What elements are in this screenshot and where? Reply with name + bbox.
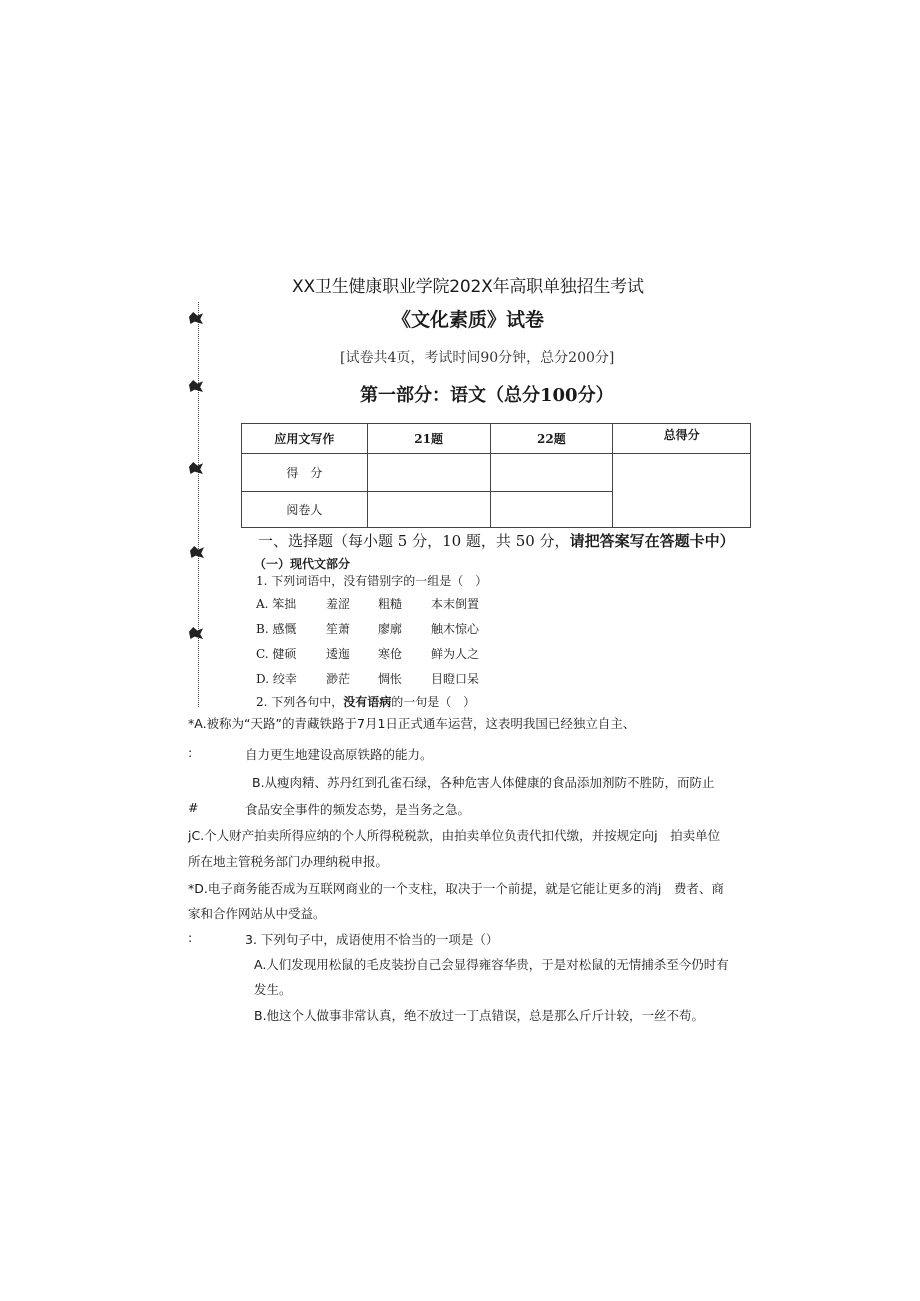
question-3-option-a-cont: 发生。 xyxy=(254,982,292,997)
option-word: 笙萧 xyxy=(326,622,351,636)
score-table xyxy=(241,423,751,528)
question-2-option-c-cont: 所在地主管税务部门办理纳税申报。 xyxy=(188,854,389,869)
option-word: 目瞪口呆 xyxy=(431,672,480,686)
score-header-writing: 应用文写作 xyxy=(242,424,368,454)
option-word: C. 健硕 xyxy=(256,647,297,661)
score-cell[interactable] xyxy=(490,454,613,492)
option-word: 触木惊心 xyxy=(431,622,480,636)
option-word: 渺茫 xyxy=(326,672,351,686)
binding-mark xyxy=(189,627,203,639)
subsection-heading: （一）现代文部分 xyxy=(254,557,351,571)
exam-info: [试卷共4页，考试时间90分钟，总分200分] xyxy=(340,350,615,366)
stem-text: 2. 下列各句中， xyxy=(256,695,344,709)
grader-row-label: 阅卷人 xyxy=(242,492,368,528)
question-2-option-b-cont: 食品安全事件的频发态势，是当务之急。 xyxy=(245,802,471,817)
option-word: 羞涩 xyxy=(326,597,351,611)
total-score-cell[interactable] xyxy=(613,454,751,528)
question-1-stem: 1. 下列词语中，没有错别字的一组是（ ） xyxy=(256,574,488,588)
score-header-q21: 21题 xyxy=(367,424,490,454)
question-2-option-d: *D.电子商务能否成为互联网商业的一个支柱，取决于一个前提，就是它能让更多的消j 费者、商 xyxy=(188,881,724,896)
binding-mark xyxy=(189,462,203,474)
question-2-option-b: B.从瘦肉精、苏丹红到孔雀石绿，各种危害人体健康的食品添加剂防不胜防，而防止 xyxy=(252,775,715,790)
binding-mark xyxy=(189,380,203,392)
question-2-option-a: *A.被称为“天路”的青藏铁路于7月1日正式通车运营，这表明我国已经独立自主、 xyxy=(188,716,636,731)
part-heading: 第一部分：语文（总分100分） xyxy=(360,385,614,406)
binding-dotted-line xyxy=(198,302,199,707)
option-word: 逶迤 xyxy=(326,647,351,661)
question-3-option-b: B.他这个人做事非常认真，绝不放过一丁点错误，总是那么斤斤计较，一丝不苟。 xyxy=(254,1008,705,1023)
question-2-option-a-cont: 自力更生地建设高原铁路的能力。 xyxy=(245,747,433,762)
question-2-option-c: jC.个人财产拍卖所得应纳的个人所得税税款，由拍卖单位负责代扣代缴，并按规定向j 拍卖单位 xyxy=(188,828,721,843)
option-word: 惆怅 xyxy=(378,672,403,686)
score-row-label: 得 分 xyxy=(242,454,368,492)
margin-mark: : xyxy=(188,930,193,945)
option-word: 本末倒置 xyxy=(431,597,480,611)
section-heading-instruction: 请把答案写在答题卡中） xyxy=(569,532,735,550)
score-header-q22: 22题 xyxy=(490,424,613,454)
margin-mark: # xyxy=(188,800,199,815)
option-word: 鲜为人之 xyxy=(431,647,480,661)
paper-subtitle: 《文化素质》试卷 xyxy=(392,309,545,331)
grader-cell[interactable] xyxy=(367,492,490,528)
option-word: A. 笨拙 xyxy=(256,597,297,611)
question-3-stem: 3. 下列句子中，成语使用不恰当的一项是（） xyxy=(245,932,499,947)
stem-text: 的一句是（ ） xyxy=(391,695,476,709)
score-header-total: 总得分 xyxy=(613,424,751,454)
binding-mark xyxy=(190,546,204,558)
question-2-option-d-cont: 家和合作网站从中受益。 xyxy=(188,906,326,921)
section-heading xyxy=(258,530,735,551)
option-word: 寒伧 xyxy=(378,647,403,661)
grader-cell[interactable] xyxy=(490,492,613,528)
option-word: B. 感慨 xyxy=(256,622,297,636)
option-word: 廖廓 xyxy=(378,622,403,636)
option-word: 粗糙 xyxy=(378,597,403,611)
question-2-stem xyxy=(256,693,475,710)
section-heading-text: 一、选择题（每小题 5 分，10 题，共 50 分， xyxy=(258,532,570,550)
margin-mark: : xyxy=(188,745,193,760)
option-word: D. 绞幸 xyxy=(256,672,297,686)
stem-emphasis: 没有语病 xyxy=(343,695,392,709)
binding-mark xyxy=(189,312,203,324)
score-cell[interactable] xyxy=(367,454,490,492)
exam-title: XX卫生健康职业学院202X年高职单独招生考试 xyxy=(292,277,644,297)
question-3-option-a: A.人们发现用松鼠的毛皮装扮自己会显得雍容华贵，于是对松鼠的无情捕杀至今仍时有 xyxy=(254,957,729,972)
